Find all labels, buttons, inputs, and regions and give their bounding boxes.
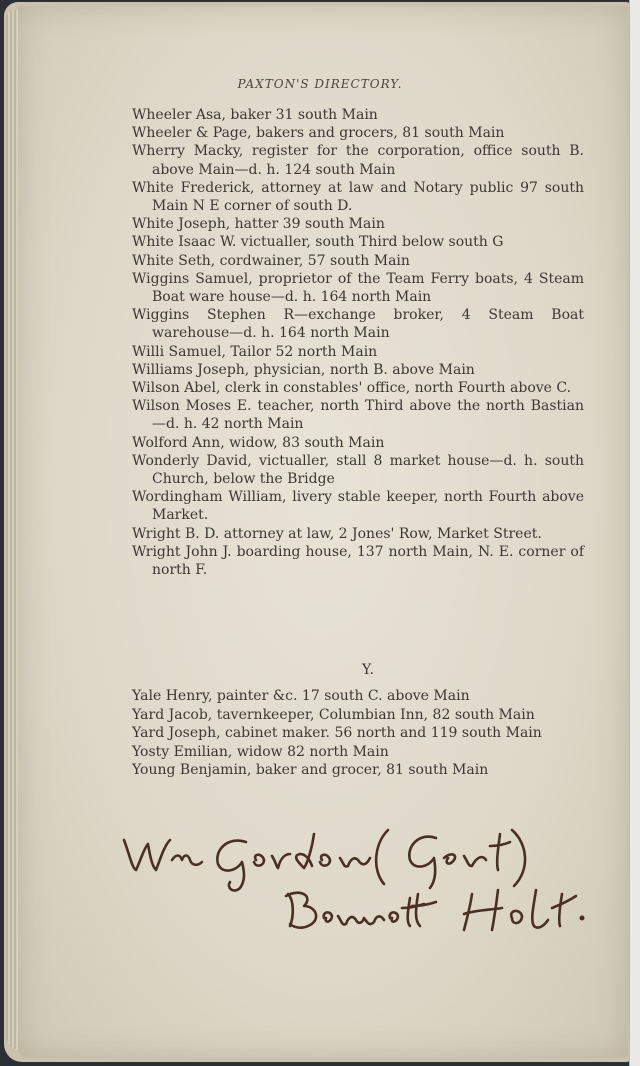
- handwritten-signatures: [118, 826, 588, 946]
- signature-stroke: [409, 837, 436, 888]
- directory-entry: Williams Joseph, physician, north B. above Main: [132, 361, 475, 378]
- signature-stroke: [376, 830, 388, 884]
- signature-image: [118, 826, 588, 946]
- signature-stroke: [124, 840, 170, 870]
- directory-entry: White Frederick, attorney at law and Notary public 97 south Main N E corner of south D.: [132, 179, 584, 215]
- signature-stroke: [296, 834, 314, 868]
- directory-entry: Wherry Macky, register for the corporation, office south B. above Main—d. h. 124 south Main: [132, 143, 584, 178]
- directory-entry: White Seth, cordwainer, 57 south Main: [132, 252, 410, 269]
- directory-entry: Wolford Ann, widow, 83 south Main: [132, 434, 385, 451]
- directory-entry: Wright B. D. attorney at law, 2 Jones' Row, Market Street.: [132, 525, 542, 542]
- signature-stroke: [552, 894, 576, 926]
- directory-entry: Wonderly David, victualler, stall 8 market house—d. h. south Church, below the Bridge: [132, 452, 584, 488]
- signature-stroke: [338, 916, 384, 925]
- signature-stroke: [412, 894, 436, 926]
- directory-entry: Wheeler & Page, bakers and grocers, 81 south Main: [132, 125, 505, 142]
- signature-stroke: [254, 855, 264, 866]
- signature-stroke: [464, 890, 502, 930]
- signature-stroke: [286, 893, 316, 928]
- directory-entry: Wright John J. boarding house, 137 north Main, N. E. corner of north F.: [132, 543, 584, 579]
- directory-entries-w: [132, 106, 584, 579]
- signature-stroke: [320, 855, 330, 866]
- directory-entry: Yale Henry, painter &c. 17 south C. above Main: [132, 688, 470, 704]
- signature-stroke: [324, 912, 332, 921]
- signature-stroke: [512, 830, 525, 886]
- signature-stroke: [444, 854, 455, 863]
- directory-entry: White Joseph, hatter 39 south Main: [132, 216, 385, 233]
- signature-stroke: [272, 854, 290, 868]
- signature-stroke: [581, 917, 583, 919]
- directory-entry: Wiggins Stephen R—exchange broker, 4 Steam Boat warehouse—d. h. 164 north Main: [132, 307, 584, 342]
- directory-entry: Young Benjamin, baker and grocer, 81 south Main: [132, 762, 489, 779]
- signature-stroke: [217, 841, 246, 891]
- signature-stroke: [511, 911, 522, 923]
- signature-stroke: [490, 834, 510, 870]
- directory-entry: Wiggins Samuel, proprietor of the Team Ferry boats, 4 Steam Boat ware house—d. h. 164 north Main: [132, 270, 584, 306]
- running-head: PAXTON'S DIRECTORY.: [237, 77, 403, 91]
- directory-entry: Wilson Moses E. teacher, north Third above the north Bastian—d. h. 42 north Main: [132, 398, 584, 433]
- directory-entry: Wordingham William, livery stable keeper, north Fourth above Market.: [132, 489, 584, 524]
- signature-stroke: [402, 898, 424, 926]
- directory-entry: Wheeler Asa, baker 31 south Main: [132, 107, 378, 123]
- signature-stroke: [390, 912, 398, 921]
- directory-entry: Yard Joseph, cabinet maker. 56 north and 119 south Main: [132, 725, 542, 742]
- directory-entries-y: [132, 662, 584, 780]
- directory-entry: Yard Jacob, tavernkeeper, Columbian Inn, 82 south Main: [132, 706, 535, 723]
- signature-stroke: [532, 890, 548, 928]
- directory-entry: Yosty Emilian, widow 82 north Main: [132, 743, 389, 760]
- signature-stroke: [464, 856, 486, 866]
- directory-entry: White Isaac W. victualler, south Third below south G: [132, 234, 504, 251]
- right-margin-strip: [629, 0, 640, 1066]
- signature-stroke: [340, 858, 370, 867]
- signature-stroke: [172, 856, 202, 865]
- section-letter: Y.: [362, 662, 374, 678]
- directory-entry: Wilson Abel, clerk in constables' office, north Fourth above C.: [132, 380, 572, 397]
- directory-entry: Willi Samuel, Tailor 52 north Main: [132, 343, 378, 360]
